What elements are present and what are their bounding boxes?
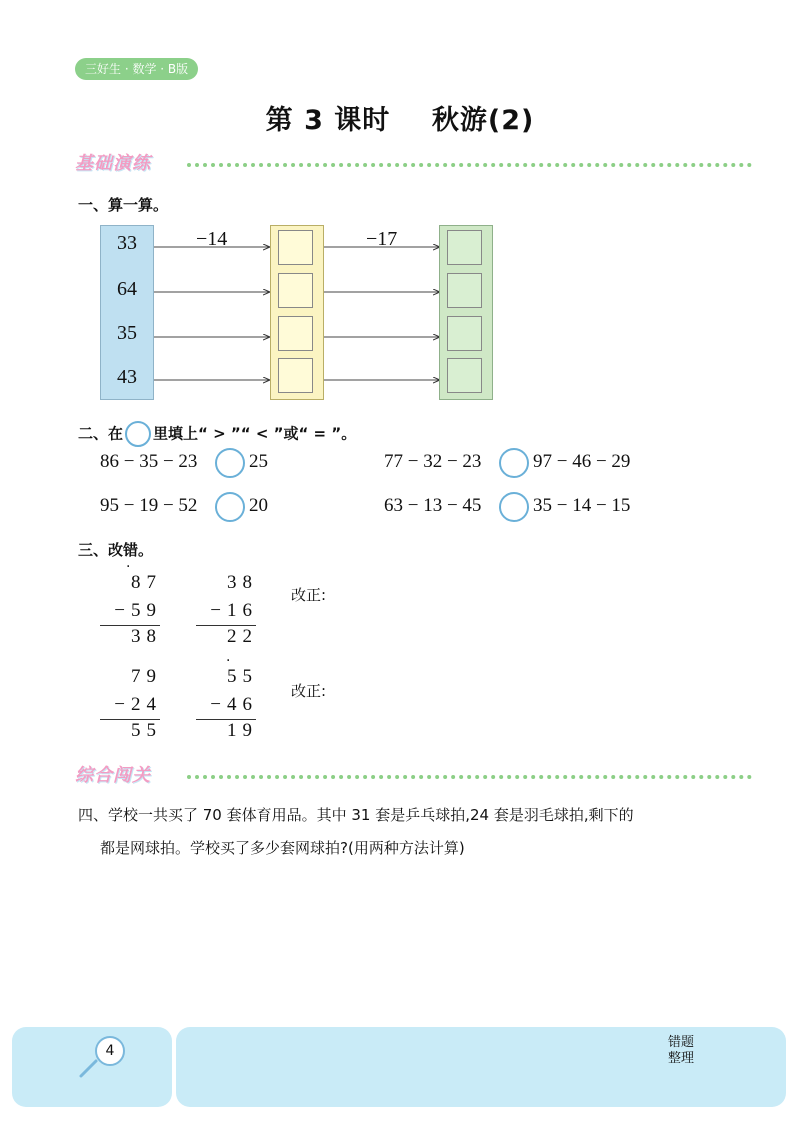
compare-circle[interactable] — [215, 448, 245, 478]
compare-circle[interactable] — [499, 448, 529, 478]
series-badge: 三好生 · 数学 · B版 — [75, 58, 198, 80]
error-review-label — [668, 1035, 708, 1067]
input-value: 35 — [117, 322, 137, 344]
section-banner-comprehensive — [75, 764, 680, 788]
operation-label-1: −14 — [196, 228, 228, 250]
page-number: 4 — [95, 1036, 125, 1066]
q2-heading-post: 里填上“ > ”“ < ”或“ = ”。 — [153, 424, 357, 443]
section-title-comprehensive: 综合闯关 — [75, 765, 151, 786]
compare-circle[interactable] — [215, 492, 245, 522]
compare-right: 35 − 14 − 15 — [533, 495, 631, 516]
error-review-line-2: 整理 — [668, 1051, 695, 1066]
fix-label: 改正: — [291, 682, 327, 700]
difference: 38 — [131, 626, 162, 647]
borrow-dot: · — [226, 653, 231, 669]
q4-line-1: 四、学校一共买了 70 套体育用品。其中 31 套是乒乓球拍,24 套是羽毛球拍,剩下的 — [78, 806, 634, 824]
answer-box[interactable] — [447, 316, 482, 351]
error-review-line-1: 错题 — [668, 1035, 695, 1050]
circle-icon — [125, 421, 151, 447]
minuend: 38 — [227, 572, 258, 593]
page-title: 第 3 课时 秋游(2) — [265, 105, 535, 136]
q3-heading: 三、改错。 — [78, 541, 154, 559]
banner-dots — [187, 775, 752, 779]
answer-box[interactable] — [447, 358, 482, 393]
subtrahend: −46 — [210, 694, 258, 715]
compare-right: 97 − 46 − 29 — [533, 451, 631, 472]
subtrahend: −59 — [114, 600, 162, 621]
minuend: 87 — [131, 572, 162, 593]
difference: 22 — [227, 626, 258, 647]
input-value: 33 — [117, 232, 137, 254]
subtrahend: −24 — [114, 694, 162, 715]
borrow-dot: · — [126, 559, 131, 575]
difference: 55 — [131, 720, 162, 741]
compare-left: 95 − 19 − 52 — [100, 495, 198, 516]
answer-box[interactable] — [278, 316, 313, 351]
answer-box[interactable] — [447, 230, 482, 265]
compare-right: 25 — [249, 451, 268, 472]
answer-box[interactable] — [278, 230, 313, 265]
banner-dots — [187, 163, 752, 167]
q4-line-2: 都是网球拍。学校买了多少套网球拍?(用两种方法计算) — [100, 839, 465, 857]
difference: 19 — [227, 720, 258, 741]
compare-right: 20 — [249, 495, 268, 516]
minuend: 55 — [227, 666, 258, 687]
compare-left: 77 − 32 − 23 — [384, 451, 482, 472]
input-value: 43 — [117, 366, 137, 388]
subtrahend: −16 — [210, 600, 258, 621]
answer-box[interactable] — [278, 358, 313, 393]
answer-box[interactable] — [278, 273, 313, 308]
q2-heading-pre: 二、在 — [78, 424, 124, 443]
q1-heading: 一、算一算。 — [78, 196, 169, 214]
answer-box[interactable] — [447, 273, 482, 308]
section-banner-basic — [75, 152, 680, 176]
section-title-basic: 基础演练 — [75, 153, 151, 174]
compare-left: 86 − 35 − 23 — [100, 451, 198, 472]
minuend: 79 — [131, 666, 162, 687]
compare-circle[interactable] — [499, 492, 529, 522]
operation-label-2: −17 — [366, 228, 398, 250]
compare-left: 63 − 13 − 45 — [384, 495, 482, 516]
fix-label: 改正: — [291, 586, 327, 604]
q2-heading — [78, 421, 356, 447]
input-value: 64 — [117, 278, 137, 300]
